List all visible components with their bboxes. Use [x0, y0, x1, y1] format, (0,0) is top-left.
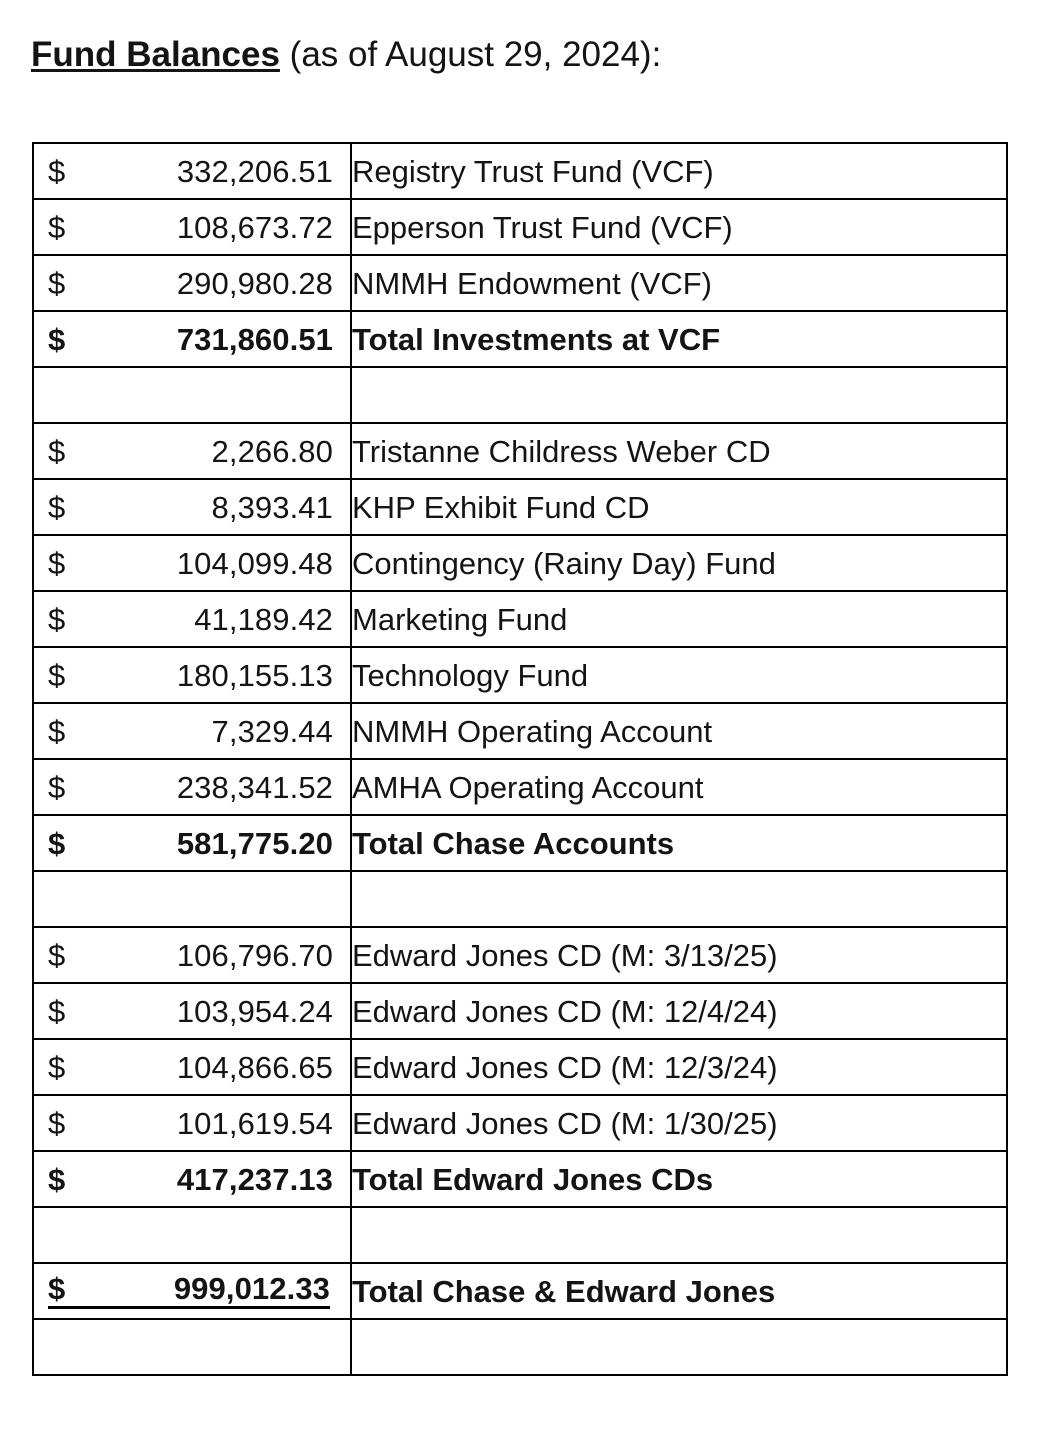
- table-spacer-row: [33, 367, 1007, 423]
- page-title-heading: Fund Balances: [31, 35, 280, 74]
- amount-cell: [33, 1151, 351, 1207]
- amount-wrapper: [48, 1273, 330, 1309]
- amount-cell: [33, 1095, 351, 1151]
- table-total-row: [33, 815, 1007, 871]
- currency-symbol: $: [48, 209, 66, 245]
- currency-symbol: $: [48, 545, 66, 581]
- fund-balances-table: [32, 142, 1008, 1376]
- amount-wrapper: [34, 489, 350, 525]
- amount-wrapper: [34, 825, 350, 861]
- amount-cell: [33, 815, 351, 871]
- amount-cell: [33, 759, 351, 815]
- amount-value: 180,155.13: [176, 657, 333, 693]
- account-label-cell: [351, 871, 1007, 927]
- currency-symbol: $: [48, 1105, 66, 1141]
- currency-symbol: $: [48, 937, 66, 973]
- amount-value: 999,012.33: [173, 1271, 330, 1306]
- amount-wrapper: [34, 1049, 350, 1085]
- currency-symbol: $: [48, 769, 66, 805]
- currency-symbol: $: [48, 993, 66, 1029]
- table-row: [33, 647, 1007, 703]
- account-label-cell: AMHA Operating Account: [351, 759, 1007, 815]
- account-label-cell: Tristanne Childress Weber CD: [351, 423, 1007, 479]
- account-label-cell: [351, 1319, 1007, 1375]
- table-total-row: [33, 1151, 1007, 1207]
- account-label-cell: Edward Jones CD (M: 1/30/25): [351, 1095, 1007, 1151]
- amount-value: 104,099.48: [176, 545, 333, 581]
- amount-wrapper: [34, 1105, 350, 1141]
- amount-cell: [33, 535, 351, 591]
- table-row: [33, 927, 1007, 983]
- currency-symbol: $: [48, 489, 66, 525]
- amount-cell: [33, 479, 351, 535]
- currency-symbol: $: [48, 265, 66, 301]
- table-spacer-row: [33, 871, 1007, 927]
- table-row: [33, 199, 1007, 255]
- amount-value: 417,237.13: [176, 1161, 333, 1197]
- table-row: [33, 983, 1007, 1039]
- currency-symbol: $: [48, 1049, 66, 1085]
- account-label-cell: [351, 1207, 1007, 1263]
- amount-value: 731,860.51: [176, 321, 333, 357]
- amount-value: 103,954.24: [176, 993, 333, 1029]
- table-row: [33, 535, 1007, 591]
- table-row: [33, 255, 1007, 311]
- amount-wrapper: [34, 433, 350, 469]
- amount-wrapper: [34, 937, 350, 973]
- amount-cell: [33, 927, 351, 983]
- currency-symbol: $: [48, 1271, 66, 1306]
- table-row: [33, 591, 1007, 647]
- page-title: [31, 33, 661, 77]
- amount-wrapper: [34, 545, 350, 581]
- amount-cell: [33, 983, 351, 1039]
- amount-wrapper: [34, 321, 350, 357]
- amount-value: 238,341.52: [176, 769, 333, 805]
- account-label-cell: Edward Jones CD (M: 3/13/25): [351, 927, 1007, 983]
- account-label-cell: Marketing Fund: [351, 591, 1007, 647]
- amount-cell: [33, 199, 351, 255]
- amount-value: 581,775.20: [176, 825, 333, 861]
- amount-wrapper: [34, 265, 350, 301]
- amount-cell: [33, 647, 351, 703]
- fund-balances-table-body: [33, 143, 1007, 1375]
- account-label-cell: [351, 367, 1007, 423]
- account-label-cell: Technology Fund: [351, 647, 1007, 703]
- currency-symbol: $: [48, 713, 66, 749]
- amount-cell: [33, 1039, 351, 1095]
- table-row: [33, 759, 1007, 815]
- currency-symbol: $: [48, 433, 66, 469]
- amount-value: 106,796.70: [176, 937, 333, 973]
- currency-symbol: $: [48, 153, 66, 189]
- table-row: [33, 423, 1007, 479]
- currency-symbol: $: [48, 601, 66, 637]
- amount-wrapper: [34, 153, 350, 189]
- table-row: [33, 479, 1007, 535]
- table-spacer-row: [33, 1207, 1007, 1263]
- table-row: [33, 703, 1007, 759]
- table-row: [33, 143, 1007, 199]
- amount-value: 101,619.54: [176, 1105, 333, 1141]
- amount-wrapper: [34, 209, 350, 245]
- amount-cell: [33, 703, 351, 759]
- account-label-cell: Total Chase Accounts: [351, 815, 1007, 871]
- account-label-cell: Edward Jones CD (M: 12/3/24): [351, 1039, 1007, 1095]
- account-label-cell: Total Edward Jones CDs: [351, 1151, 1007, 1207]
- account-label-cell: Edward Jones CD (M: 12/4/24): [351, 983, 1007, 1039]
- amount-value: 41,189.42: [194, 601, 333, 637]
- amount-cell: [33, 423, 351, 479]
- currency-symbol: $: [48, 825, 66, 861]
- account-label-cell: Epperson Trust Fund (VCF): [351, 199, 1007, 255]
- amount-cell: [33, 367, 351, 423]
- table-spacer-row: [33, 1319, 1007, 1375]
- amount-value: 290,980.28: [176, 265, 333, 301]
- amount-value: 108,673.72: [176, 209, 333, 245]
- table-grand-total-row: [33, 1263, 1007, 1319]
- amount-cell: [33, 143, 351, 199]
- table-row: [33, 1039, 1007, 1095]
- amount-cell: [33, 1263, 351, 1319]
- account-label-cell: NMMH Endowment (VCF): [351, 255, 1007, 311]
- amount-wrapper: [34, 713, 350, 749]
- table-row: [33, 1095, 1007, 1151]
- amount-value: 7,329.44: [211, 713, 333, 749]
- amount-value: 8,393.41: [211, 489, 333, 525]
- account-label-cell: KHP Exhibit Fund CD: [351, 479, 1007, 535]
- currency-symbol: $: [48, 657, 66, 693]
- currency-symbol: $: [48, 321, 66, 357]
- amount-wrapper: [34, 993, 350, 1029]
- amount-wrapper: [34, 657, 350, 693]
- amount-wrapper: [34, 769, 350, 805]
- amount-wrapper: [34, 601, 350, 637]
- account-label-cell: Total Chase & Edward Jones: [351, 1263, 1007, 1319]
- amount-cell: [33, 1319, 351, 1375]
- amount-value: 2,266.80: [211, 433, 333, 469]
- amount-value: 332,206.51: [176, 153, 333, 189]
- currency-symbol: $: [48, 1161, 66, 1197]
- amount-wrapper: [34, 1161, 350, 1197]
- amount-cell: [33, 591, 351, 647]
- page-title-date: (as of August 29, 2024):: [279, 35, 662, 74]
- account-label-cell: NMMH Operating Account: [351, 703, 1007, 759]
- table-total-row: [33, 311, 1007, 367]
- amount-cell: [33, 255, 351, 311]
- amount-cell: [33, 311, 351, 367]
- account-label-cell: Registry Trust Fund (VCF): [351, 143, 1007, 199]
- account-label-cell: Contingency (Rainy Day) Fund: [351, 535, 1007, 591]
- amount-cell: [33, 871, 351, 927]
- amount-cell: [33, 1207, 351, 1263]
- amount-value: 104,866.65: [176, 1049, 333, 1085]
- account-label-cell: Total Investments at VCF: [351, 311, 1007, 367]
